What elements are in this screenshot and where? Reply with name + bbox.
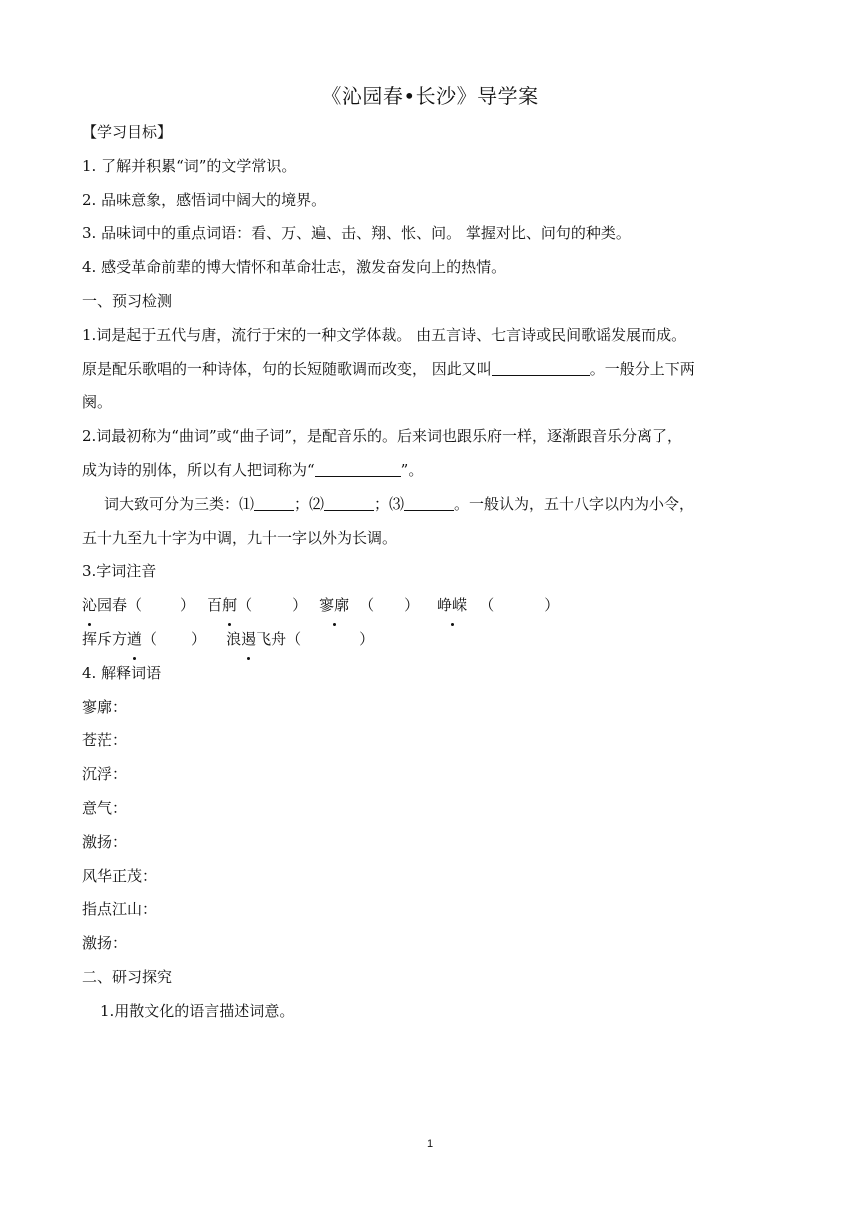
objective-item-3: 3. 品味词中的重点词语：看、万、遍、击、翔、怅、问。 掌握对比、问句的种类。 <box>82 224 631 243</box>
q2-blank-2[interactable] <box>324 494 374 511</box>
pinyin-item <box>207 589 307 623</box>
pinyin-word-prefix: 百 <box>207 596 223 615</box>
term-item: 苍茫： <box>82 731 128 750</box>
pinyin-word-prefix: 浪 <box>226 629 242 648</box>
dotted-char: 遒 <box>127 623 142 657</box>
pinyin-item <box>226 623 374 657</box>
q2-text-b: ”。 <box>400 460 424 479</box>
q1-text-a: 原是配乐歌唱的一种诗体，句的长短随歌调而改变， 因此又叫 <box>82 359 492 378</box>
q2-blank-1[interactable] <box>254 494 294 511</box>
q1-line-3: 阕。 <box>82 393 113 412</box>
paren-open: （ <box>237 596 253 615</box>
term-item: 风华正茂： <box>82 866 158 885</box>
paren-open: （ <box>479 596 495 615</box>
q2-cat-text-b: ；⑵ <box>294 494 325 513</box>
paren-open: （ <box>127 596 143 615</box>
q1-line-1: 1.词是起于五代与唐，流行于宋的一种文学体裁。 由五言诗、七言诗或民间歌谣发展而成。 <box>82 325 687 344</box>
term-item: 寥廓： <box>82 697 128 716</box>
q2-blank[interactable] <box>315 460 401 477</box>
pinyin-item <box>437 589 559 623</box>
paren-close: ） <box>191 629 207 648</box>
q2-line-4: 五十九至九十字为中调，九十一字以外为长调。 <box>82 528 398 547</box>
document-body <box>82 116 782 1029</box>
document-title: 《沁园春•长沙》导学案 <box>321 84 539 108</box>
pinyin-row-2 <box>82 623 782 657</box>
page-number: 1 <box>426 1138 434 1150</box>
dotted-char: 寥廓 <box>319 589 349 623</box>
q2-line-1: 2.词最初称为“曲词”或“曲子词”，是配音乐的。后来词也跟乐府一样，逐渐跟音乐分离了， <box>82 427 682 446</box>
objective-item-1: 1. 了解并积累“词”的文学常识。 <box>82 156 297 175</box>
q1-blank[interactable] <box>492 359 590 376</box>
q2-cat-text-a: 词大致可分为三类：⑴ <box>104 494 255 513</box>
paren-close: ） <box>404 596 420 615</box>
q2-line-3 <box>82 488 782 522</box>
q3-heading: 3.字词注音 <box>82 562 157 581</box>
section2-heading: 二、研习探究 <box>82 967 173 986</box>
dotted-char: 峥嵘 <box>437 589 467 623</box>
objectives-heading: 【学习目标】 <box>82 123 173 141</box>
term-item: 沉浮： <box>82 765 128 784</box>
q2-text-a: 成为诗的别体，所以有人把词称为“ <box>82 460 315 479</box>
paren-close: ） <box>359 629 375 648</box>
paren-open: （ <box>142 629 158 648</box>
objective-item-2: 2. 品味意象，感悟词中阔大的境界。 <box>82 190 327 209</box>
paren-open: （ <box>286 629 302 648</box>
pinyin-item <box>82 623 206 657</box>
term-item: 指点江山： <box>82 900 158 919</box>
dotted-char: 沁 <box>82 589 97 623</box>
pinyin-item <box>319 589 419 623</box>
pinyin-word-prefix: 挥斥方 <box>82 629 128 648</box>
q2-cat-text-c: ；⑶ <box>374 494 405 513</box>
pinyin-word-suffix: 飞舟 <box>256 629 287 648</box>
q1-text-b: 。一般分上下两 <box>589 359 695 378</box>
dotted-char: 舸 <box>222 589 237 623</box>
paren-close: ） <box>292 596 308 615</box>
q2-cat-text-d: 。一般认为，五十八字以内为小令， <box>454 494 695 513</box>
paren-close: ） <box>180 596 196 615</box>
pinyin-row-1 <box>82 589 782 623</box>
q2-blank-3[interactable] <box>404 494 454 511</box>
pinyin-item <box>82 589 195 623</box>
q4-heading: 4. 解释词语 <box>82 663 162 682</box>
section1-heading: 一、预习检测 <box>82 291 173 310</box>
q2-line-2 <box>82 454 782 488</box>
pinyin-word-suffix: 园春 <box>97 596 128 615</box>
paren-open: （ <box>359 596 375 615</box>
section2-q1: 1.用散文化的语言描述词意。 <box>100 1001 295 1020</box>
term-item: 激扬： <box>82 934 128 953</box>
dotted-char: 遏 <box>241 623 256 657</box>
objective-item-4: 4. 感受革命前辈的博大情怀和革命壮志，激发奋发向上的热情。 <box>82 258 507 277</box>
paren-close: ） <box>544 596 560 615</box>
term-item: 意气： <box>82 798 128 817</box>
q1-line-2 <box>82 353 782 387</box>
term-item: 激扬： <box>82 832 128 851</box>
